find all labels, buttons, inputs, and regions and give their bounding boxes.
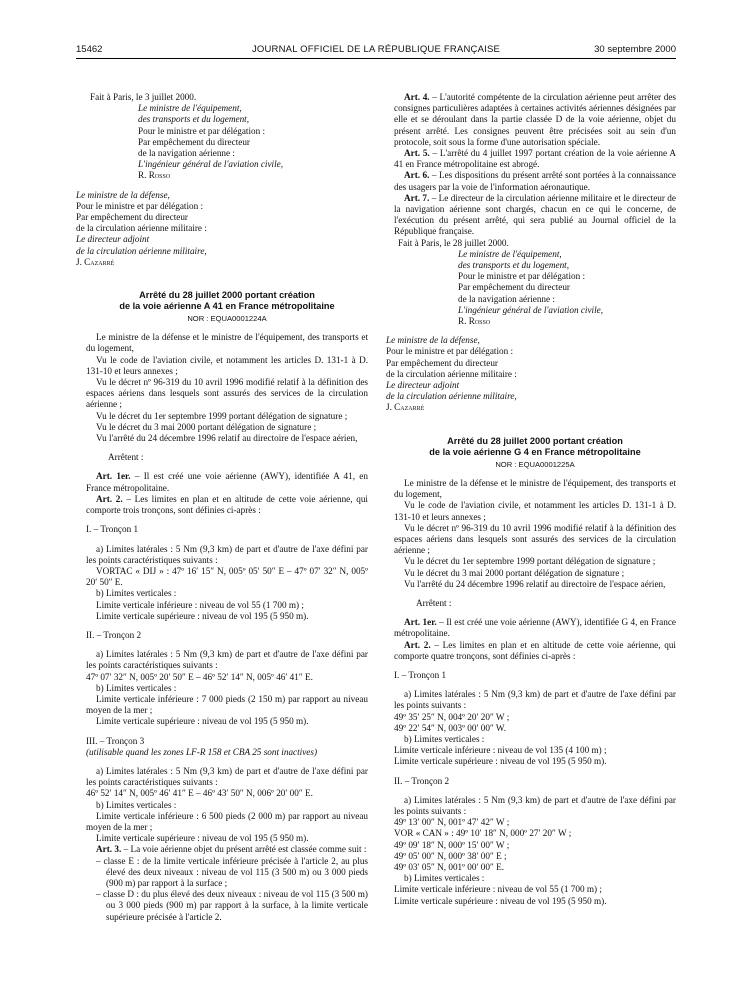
article-1: Art. 1er. – Il est créé une voie aérienne (AWY), identifiée G 4, en France métropolitaine.	[394, 617, 677, 639]
troncon-1-title: I. – Tronçon 1	[86, 524, 139, 535]
left-column: Fait à Paris, le 3 juillet 2000. Le ministre de l'équipement, des transports et du logement, Pour le ministre et par délégation : Par empêchement du directeur de la navigation aérienne : L'ingénieur général de l'aviation civile, R. Rosso Le ministre de la défense, Pour le ministre et par délégation : Par empêchement du directeur de la circulation aérienne militaire : Le directeur adjoint de la circulation aérienne militaire, J. Cazarré Arrêté du 28 juillet 2000 portant création de la voie aérienne A 41 en France métropolitaine NOR : EQUA0001224A Le ministre de la défense et le ministre de l'équipement, des transports et du logement, Vu le code de l'aviation civile, et notamment les articles D. 131-1 à D. 131-10 et leurs annexes ; Vu le décret nº 96-319 du 10 avril 1996 modifié relatif à la définition des espaces aériens dans lesquels sont assurés des services de la circulation aérienne ; Vu le décret du 1er septembre 1999 portant délégation de signature ; Vu le décret du 3 mai 2000 portant délégation de signature ; Vu l'arrêté du 24 décembre 1996 relatif au directoire de l'espace aérien, Arrêtent : Art. 1er. – Il est créé une voie aérienne (AWY), identifiée A 41, en France métropolitaine. Art. 2. – Les limites en plan et en altitude de cette voie aérienne, qui comporte trois tronçons, sont définies ci-après : I. – Tronçon 1 a) Limites latérales : 5 Nm (9,3 km) de part et d'autre de l'axe défini par les points caractéristiques suivants : VORTAC « DIJ » : 47º 16′ 15″ N, 005º 05′ 50″ E – 47º 07′ 32″ N, 005º 20′ 50″ E. b) Limites verticales : Limite verticale inférieure : niveau de vol 55 (1 700 m) ; Limite verticale supérieure : niveau de vol 195 (5 950 m). II. – Tronçon 2 a) Limites latérales : 5 Nm (9,3 km) de part et d'autre de l'axe défini par les points caractéristiques suivants : 47º 07′ 32″ N, 005º 20′ 50″ E – 46º 52′ 14″ N, 005º 46′ 41″ E. b) Limites verticales : Limite verticale inférieure : 7 000 pieds (2 150 m) par rapport au niveau moyen de la mer ; Limite verticale supérieure : niveau de vol 195 (5 950 m). III. – Tronçon 3 (utilisable quand les zones LF-R 158 et CBA 25 sont inactives) a) Limites latérales : 5 Nm (9,3 km) de part et d'autre de l'axe défini par les points caractéristiques suivants : 46º 52′ 14″ N, 005º 46′ 41″ E – 46º 43′ 50″ N, 006º 20′ 00″ E. b) Limites verticales : Limite verticale inférieure : 6 500 pieds (2 000 m) par rapport au niveau moyen de la mer ; Limite verticale supérieure : niveau de vol 195 (5 950 m). Art. 3. – La voie aérienne objet du présent arrêté est classée comme suit : – classe E : de la limite verticale inférieure précisée à l'article 2, au plus élevé des deux niveaux : niveau de vol 115 (3 500 m) ou 3 000 pieds (900 m) par rapport à la surface ; – classe D : du plus élevé des deux niveaux : niveau de vol 115 (3 500 m) ou 3 000 pieds (900 m) par rapport à la surface, à la limite verticale supérieure précisée à l'article 2.	[76, 92, 368, 922]
signature-block-defense: Le ministre de la défense, Pour le ministre et par délégation : Par empêchement du directeur de la circulation aérienne militaire : Le directeur adjoint de la circulation aérienne militaire, J. Cazarré	[76, 189, 207, 267]
article-6: Art. 6. – Les dispositions du présent arrêté sont portées à la connaissance des usagers par la voie de l'information aéronautique.	[394, 170, 676, 192]
article-1: Art. 1er. – Il est créé une voie aérienne (AWY), identifiée A 41, en France métropolitaine.	[86, 471, 368, 493]
troncon-1-title: I. – Tronçon 1	[394, 669, 447, 680]
signature-block-defense: Le ministre de la défense, Pour le ministre et par délégation : Par empêchement du directeur de la circulation aérienne militaire : Le directeur adjoint de la circulation aérienne militaire, J. Cazarré	[386, 335, 517, 413]
signoff-place: Fait à Paris, le 3 juillet 2000.	[90, 92, 197, 102]
journal-title: JOURNAL OFFICIEL DE LA RÉPUBLIQUE FRANÇAISE	[251, 44, 501, 55]
decree-title: Arrêté du 28 juillet 2000 portant création de la voie aérienne G 4 en France métropolitaine	[429, 435, 641, 457]
article-5: Art. 5. – L'arrêté du 4 juillet 1997 portant création de la voie aérienne A 41 en France métropolitaine est abrogé.	[394, 148, 676, 170]
troncon-2-title: II. – Tronçon 2	[86, 629, 142, 640]
article-2: Art. 2. – Les limites en plan et en altitude de cette voie aérienne, qui comporte quatre tronçons, sont définies ci-après :	[394, 639, 676, 661]
arretent: Arrêtent :	[108, 452, 144, 463]
article-7: Art. 7. – Le directeur de la circulation aérienne militaire et le directeur de la navigation aérienne sont chargés, chacun en ce qui le concerne, de l'exécution du présent arrêté, qui sera publié au Journal officiel de la République française.	[394, 192, 676, 237]
page-number: 15462	[76, 44, 103, 55]
preamble: Le ministre de la défense et le ministre de l'équipement, des transports et du logement,	[86, 332, 368, 354]
signature-block-equipement: Le ministre de l'équipement, des transports et du logement, Pour le ministre et par délégation : Par empêchement du directeur de la navigation aérienne : L'ingénieur général de l'aviation civile, R. Rosso	[458, 248, 604, 327]
troncon-2-title: II. – Tronçon 2	[394, 775, 450, 786]
signoff-place: Fait à Paris, le 28 juillet 2000.	[398, 237, 509, 248]
troncon-3-title: III. – Tronçon 3	[86, 735, 145, 746]
page-header	[76, 42, 676, 59]
article-2: Art. 2. – Les limites en plan et en altitude de cette voie aérienne, qui comporte trois tronçons, sont définies ci-après :	[86, 493, 368, 516]
issue-date: 30 septembre 2000	[594, 44, 676, 55]
article-3: Art. 3. – La voie aérienne objet du présent arrêté est classée comme suit :	[96, 844, 367, 855]
arretent: Arrêtent :	[416, 597, 452, 608]
right-column: Art. 4. – L'autorité compétente de la circulation aérienne peut arrêter des consignes particulières adaptées à certaines activités aériennes désignées par elle et se déroulant dans la partie classée D de la voie aérienne, objet du présent arrêté. Les consignes peuvent être précisées soit au sein d'un protocole, soit sous la forme d'une autorisation spéciale. Art. 5. – L'arrêté du 4 juillet 1997 portant création de la voie aérienne A 41 en France métropolitaine est abrogé. Art. 6. – Les dispositions du présent arrêté sont portées à la connaissance des usagers par la voie de l'information aéronautique. Art. 7. – Le directeur de la circulation aérienne militaire et le directeur de la navigation aérienne sont chargés, chacun en ce qui le concerne, de l'exécution du présent arrêté, qui sera publié au Journal officiel de la République française. Fait à Paris, le 28 juillet 2000. Le ministre de l'équipement, des transports et du logement, Pour le ministre et par délégation : Par empêchement du directeur de la navigation aérienne : L'ingénieur général de l'aviation civile, R. Rosso Le ministre de la défense, Pour le ministre et par délégation : Par empêchement du directeur de la circulation aérienne militaire : Le directeur adjoint de la circulation aérienne militaire, J. Cazarré Arrêté du 28 juillet 2000 portant création de la voie aérienne G 4 en France métropolitaine NOR : EQUA0001225A Le ministre de la défense et le ministre de l'équipement, des transports et du logement, Vu le code de l'aviation civile, et notamment les articles D. 131-1 à D. 131-10 et leurs annexes ; Vu le décret nº 96-319 du 10 avril 1996 modifié relatif à la définition des espaces aériens dans lesquels sont assurés des services de la circulation aérienne ; Vu le décret du 1er septembre 1999 portant délégation de signature ; Vu le décret du 3 mai 2000 portant délégation de signature ; Vu l'arrêté du 24 décembre 1996 relatif au directoire de l'espace aérien, Arrêtent : Art. 1er. – Il est créé une voie aérienne (AWY), identifiée G 4, en France métropolitaine. Art. 2. – Les limites en plan et en altitude de cette voie aérienne, qui comporte quatre tronçons, sont définies ci-après : I. – Tronçon 1 a) Limites latérales : 5 Nm (9,3 km) de part et d'autre de l'axe défini par les points suivants : 49º 35′ 25″ N, 004º 20′ 20″ W ; 49º 22′ 54″ N, 003º 00′ 00″ W. b) Limites verticales : Limite verticale inférieure : niveau de vol 135 (4 100 m) ; Limite verticale supérieure : niveau de vol 195 (5 950 m). II. – Tronçon 2 a) Limites latérales : 5 Nm (9,3 km) de part et d'autre de l'axe défini par les points suivants : 49º 13′ 00″ N, 001º 47′ 42″ W ; VOR « CAN » : 49º 10′ 18″ N, 000º 27′ 20″ W ; 49º 09′ 18″ N, 000º 15′ 00″ W ; 49º 05′ 00″ N, 000º 38′ 00″ E ; 49º 03′ 05″ N, 001º 00′ 00″ E. b) Limites verticales : Limite verticale inférieure : niveau de vol 55 (1 700 m) ; Limite verticale supérieure : niveau de vol 195 (5 950 m).	[386, 92, 677, 906]
decree-title: Arrêté du 28 juillet 2000 portant création de la voie aérienne A 41 en France métropolitaine	[119, 290, 335, 312]
nor-reference: NOR : EQUA0001225A	[495, 459, 575, 469]
preamble: Le ministre de la défense et le ministre de l'équipement, des transports et du logement,	[394, 477, 676, 500]
nor-reference: NOR : EQUA0001224A	[187, 314, 267, 324]
article-4: Art. 4. – L'autorité compétente de la circulation aérienne peut arrêter des consignes particulières adaptées à certaines activités aériennes désignées par elle et se déroulant dans la partie classée D de la voie aérienne, objet du présent arrêté. Les consignes peuvent être précisées soit au sein d'un protocole, soit sous la forme d'une autorisation spéciale.	[394, 92, 676, 147]
signature-block-equipement: Le ministre de l'équipement, des transports et du logement, Pour le ministre et par délégation : Par empêchement du directeur de la navigation aérienne : L'ingénieur général de l'aviation civile, R. Rosso	[138, 103, 284, 181]
